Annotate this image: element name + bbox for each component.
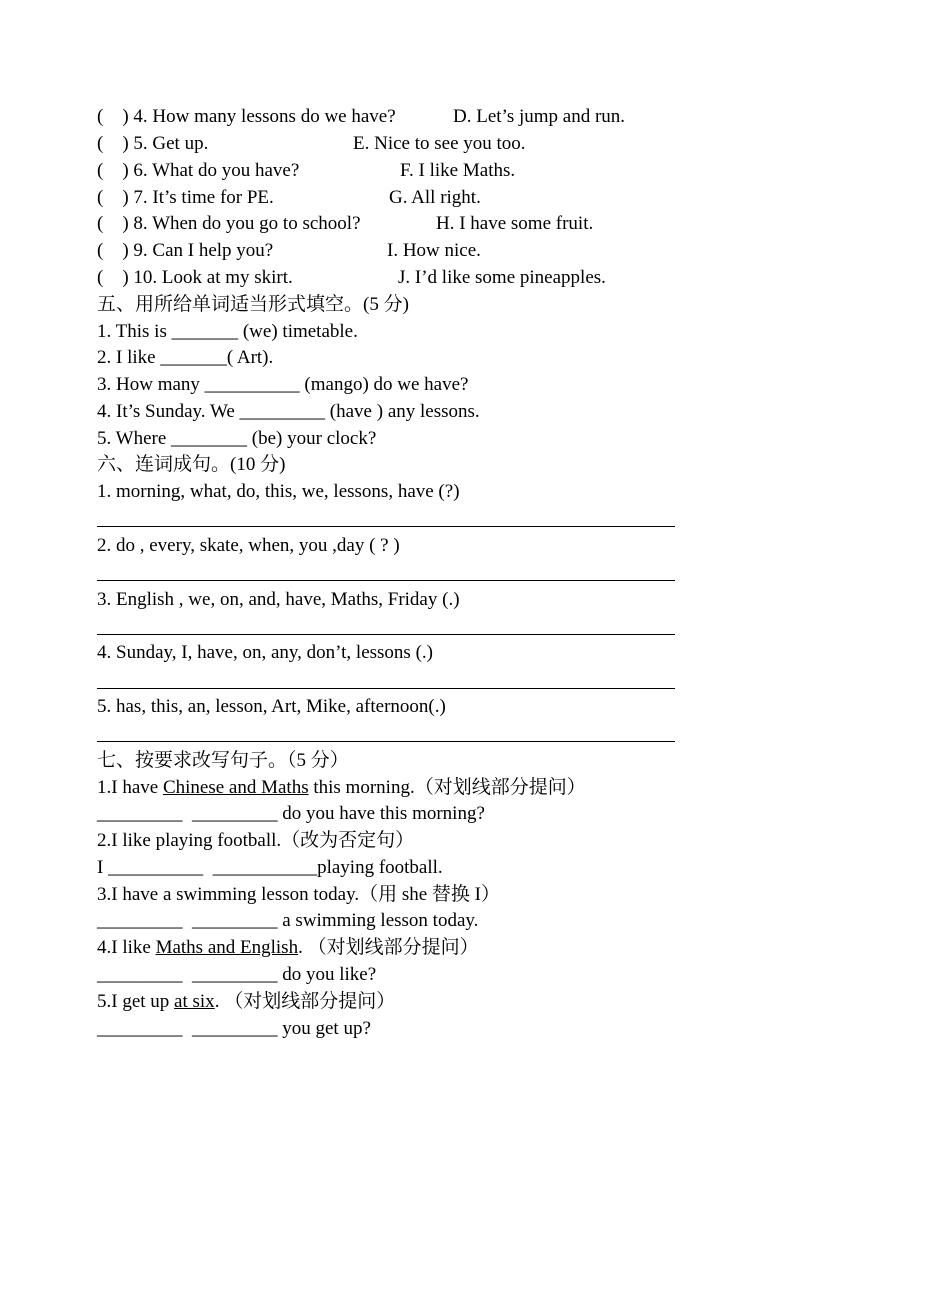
section7-heading: 七、按要求改写句子。（5 分） bbox=[97, 750, 349, 771]
word-order-item: 3. English , we, on, and, have, Maths, Friday (.) bbox=[97, 589, 460, 610]
answer-line[interactable] bbox=[97, 634, 675, 635]
underlined-phrase: Maths and English bbox=[155, 937, 299, 958]
rewrite-question: 3.I have a swimming lesson today.（用 she 替换 I） bbox=[97, 884, 500, 905]
answer-paren[interactable]: ( ) bbox=[97, 187, 129, 208]
fill-blank-item[interactable]: 1. This is _______ (we) timetable. bbox=[97, 321, 358, 342]
rewrite-question: 5.I get up at six. （对划线部分提问） bbox=[97, 991, 396, 1012]
section6-heading: 六、连词成句。(10 分) bbox=[97, 454, 286, 475]
match-row bbox=[97, 267, 293, 289]
answer-line[interactable] bbox=[97, 741, 675, 742]
answer-line[interactable] bbox=[97, 688, 675, 689]
word-order-item: 5. has, this, an, lesson, Art, Mike, afternoon(.) bbox=[97, 696, 446, 717]
word-order-item: 2. do , every, skate, when, you ,day ( ? ) bbox=[97, 535, 400, 556]
answer-line[interactable] bbox=[97, 526, 675, 527]
match-question: 7. It’s time for PE. bbox=[133, 187, 274, 208]
match-row bbox=[97, 106, 396, 128]
fill-blank-item[interactable]: 3. How many __________ (mango) do we have? bbox=[97, 374, 469, 395]
answer-paren[interactable]: ( ) bbox=[97, 213, 129, 234]
match-row bbox=[97, 213, 361, 235]
match-question: 5. Get up. bbox=[133, 133, 209, 154]
rewrite-answer[interactable]: _________ _________ do you like? bbox=[97, 964, 377, 985]
match-answer: J. I’d like some pineapples. bbox=[398, 267, 606, 288]
match-question: 6. What do you have? bbox=[133, 160, 300, 181]
answer-paren[interactable]: ( ) bbox=[97, 267, 129, 288]
word-order-item: 4. Sunday, I, have, on, any, don’t, lessons (.) bbox=[97, 642, 433, 663]
match-answer: D. Let’s jump and run. bbox=[453, 106, 626, 127]
rewrite-question: 1.I have Chinese and Maths this morning.（对划线部分提问） bbox=[97, 777, 586, 798]
match-answer: G. All right. bbox=[389, 187, 481, 208]
underlined-phrase: at six bbox=[174, 991, 215, 1012]
match-answer: E. Nice to see you too. bbox=[353, 133, 526, 154]
rewrite-answer[interactable]: _________ _________ a swimming lesson today. bbox=[97, 910, 479, 931]
rewrite-answer[interactable]: _________ _________ you get up? bbox=[97, 1018, 371, 1039]
match-answer: F. I like Maths. bbox=[400, 160, 516, 181]
match-row bbox=[97, 240, 273, 262]
match-answer: I. How nice. bbox=[387, 240, 481, 261]
match-question: 10. Look at my skirt. bbox=[133, 267, 293, 288]
rewrite-answer[interactable]: I __________ ___________playing football. bbox=[97, 857, 443, 878]
match-row bbox=[97, 187, 274, 209]
rewrite-question: 2.I like playing football.（改为否定句） bbox=[97, 830, 415, 851]
match-question: 9. Can I help you? bbox=[133, 240, 274, 261]
answer-paren[interactable]: ( ) bbox=[97, 133, 129, 154]
answer-paren[interactable]: ( ) bbox=[97, 106, 129, 127]
word-order-item: 1. morning, what, do, this, we, lessons, have (?) bbox=[97, 481, 460, 502]
fill-blank-item[interactable]: 4. It’s Sunday. We _________ (have ) any lessons. bbox=[97, 401, 480, 422]
rewrite-question: 4.I like Maths and English. （对划线部分提问） bbox=[97, 937, 479, 958]
match-row bbox=[97, 160, 299, 182]
section5-heading: 五、用所给单词适当形式填空。(5 分) bbox=[97, 294, 409, 315]
underlined-phrase: Chinese and Maths bbox=[162, 777, 309, 798]
answer-paren[interactable]: ( ) bbox=[97, 240, 129, 261]
answer-paren[interactable]: ( ) bbox=[97, 160, 129, 181]
match-row bbox=[97, 133, 208, 155]
fill-blank-item[interactable]: 2. I like _______( Art). bbox=[97, 347, 274, 368]
match-answer: H. I have some fruit. bbox=[436, 213, 594, 234]
fill-blank-item[interactable]: 5. Where ________ (be) your clock? bbox=[97, 428, 377, 449]
match-question: 4. How many lessons do we have? bbox=[133, 106, 396, 127]
rewrite-answer[interactable]: _________ _________ do you have this morning? bbox=[97, 803, 485, 824]
match-question: 8. When do you go to school? bbox=[133, 213, 361, 234]
answer-line[interactable] bbox=[97, 580, 675, 581]
